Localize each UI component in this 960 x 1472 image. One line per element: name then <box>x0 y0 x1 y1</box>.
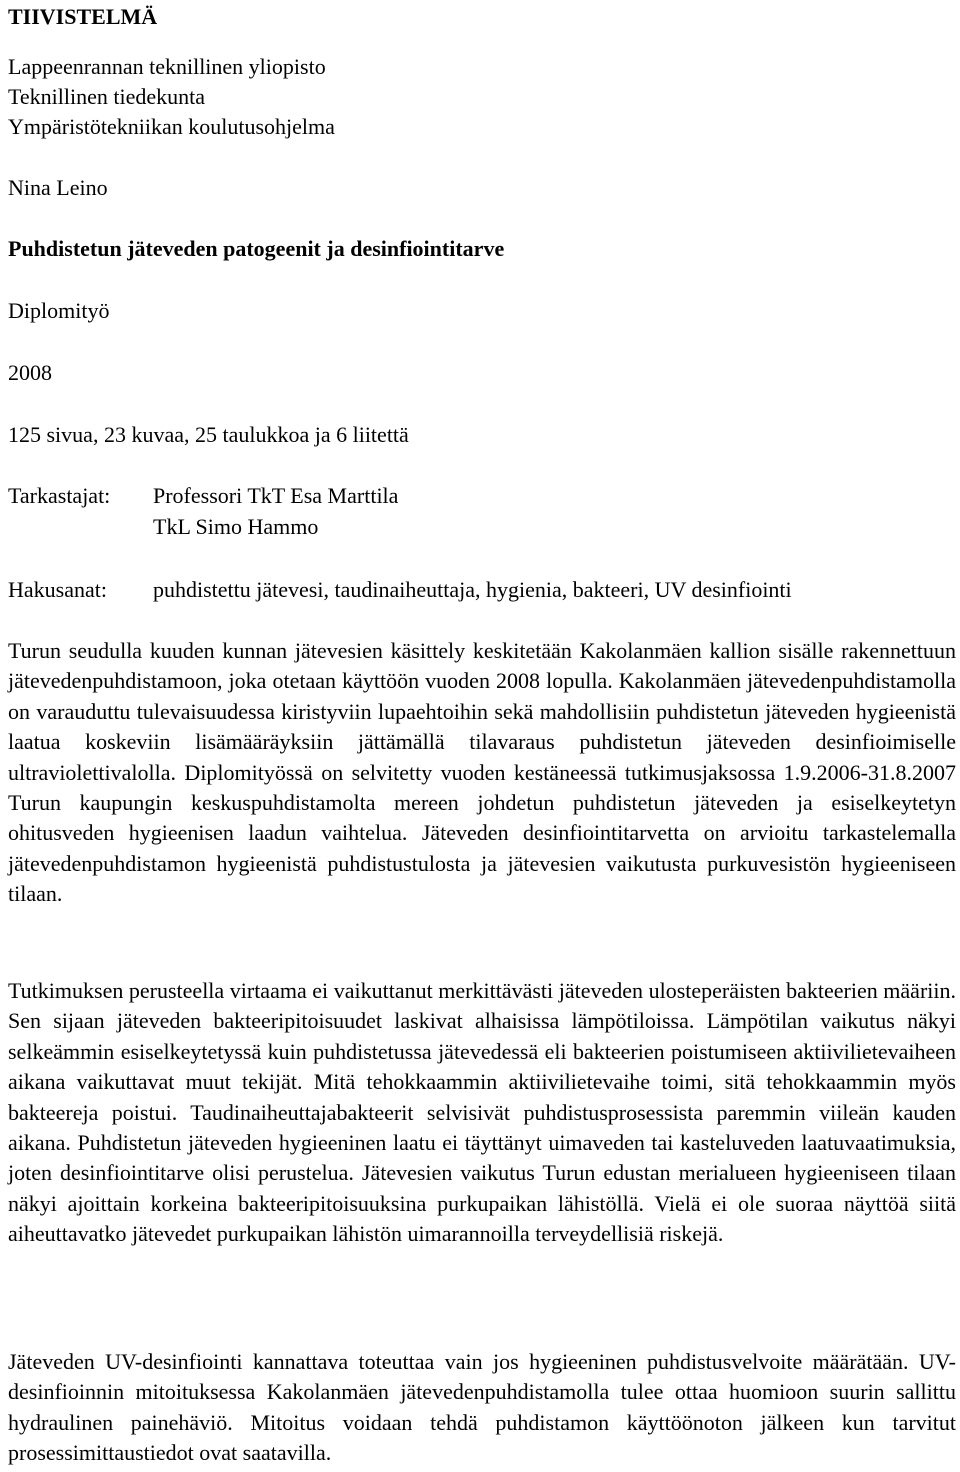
author-name: Nina Leino <box>8 175 108 200</box>
examiner-name: Professori TkT Esa Marttila <box>153 483 399 508</box>
program-name: Ympäristötekniikan koulutusohjelma <box>8 114 335 139</box>
keywords-value: puhdistettu jätevesi, taudinaiheuttaja, hygienia, bakteeri, UV desinfiointi <box>153 577 792 602</box>
thesis-extent: 125 sivua, 23 kuvaa, 25 taulukkoa ja 6 liitettä <box>8 422 409 447</box>
university-name: Lappeenrannan teknillinen yliopisto <box>8 54 326 79</box>
faculty-name: Teknillinen tiedekunta <box>8 84 206 109</box>
examiner-name: TkL Simo Hammo <box>153 514 319 539</box>
abstract-paragraph: Turun seudulla kuuden kunnan jätevesien käsittely keskitetään Kakolanmäen kallion sisälle rakennettuun jätevedenpuhdistamoon, joka otetaan käyttöön vuoden 2008 lopulla. Kakolanmäen jätevedenpuhdistamolla on varauduttu tulevaisuudessa kiristyviin lupaehtoihin sekä mahdollisiin puhdistetun jäteveden hygieenistä laatua koskeviin lisämääräyksiin jättämällä tilavaraus puhdistetun jäteveden desinfioimiselle ultraviolettivalolla. Diplomityössä on selvitetty vuoden kestäneessä tutkimusjaksossa 1.9.2006-31.8.2007 Turun kaupungin keskuspuhdistamolta mereen johdetun puhdistetun jäteveden ja esiselkeytetyn ohitusveden hygieenisen laadun vaihtelua. Jäteveden desinfiointitarvetta on arvioitu tarkastelemalla jätevedenpuhdistamon hygieenistä puhdistustulosta ja jätevesien vaikutusta purkuvesistön hygieeniseen tilaan. <box>8 638 956 907</box>
thesis-title: Puhdistetun jäteveden patogeenit ja desinfiointitarve <box>8 236 505 261</box>
examiners-label: Tarkastajat: <box>8 483 111 508</box>
abstract-heading: TIIVISTELMÄ <box>8 4 158 29</box>
abstract-paragraph: Jäteveden UV-desinfiointi kannattava toteuttaa vain jos hygieeninen puhdistusvelvoite määrätään. UV-desinfioinnin mitoituksessa Kakolanmäen jätevedenpuhdistamolla tulee ottaa huomioon suurin sallittu hydraulinen painehäviö. Mitoitus voidaan tehdä puhdistamon käyttöönoton jälkeen kun tarvitut prosessimittaustiedot ovat saatavilla. <box>8 1349 956 1466</box>
abstract-paragraph: Tutkimuksen perusteella virtaama ei vaikuttanut merkittävästi jäteveden ulosteperäisten bakteerien määriin. Sen sijaan jäteveden bakteeripitoisuudet laskivat alhaisissa lämpötiloissa. Lämpötilan vaikutus näkyi selkeämmin esiselkeytetyssä kuin puhdistetussa jätevedessä eli bakteerien poistumiseen aktiivilietevaiheen aikana vaikuttavat muut tekijät. Mitä tehokkaammin aktiivilietevaihe toimi, sitä tehokkaammin myös bakteereja poistui. Taudinaiheuttajabakteerit selvisivät puhdistusprosessista paremmin viileän kauden aikana. Puhdistetun jäteveden hygieeninen laatu ei täyttänyt uimaveden tai kasteluveden laatuvaatimuksia, joten desinfiointitarve olisi perustelua. Jätevesien vaikutus Turun edustan merialueen hygieeniseen tilaan näkyi ajoittain korkeina bakteeripitoisuuksina purkupaikan lähistöllä. Vielä ei ole suoraa näyttöä siitä aiheuttavatko jätevedet purkupaikan lähistön uimarannoilla terveydellisiä riskejä. <box>8 978 956 1247</box>
keywords-label: Hakusanat: <box>8 577 107 602</box>
publication-year: 2008 <box>8 360 52 385</box>
thesis-type: Diplomityö <box>8 298 110 323</box>
